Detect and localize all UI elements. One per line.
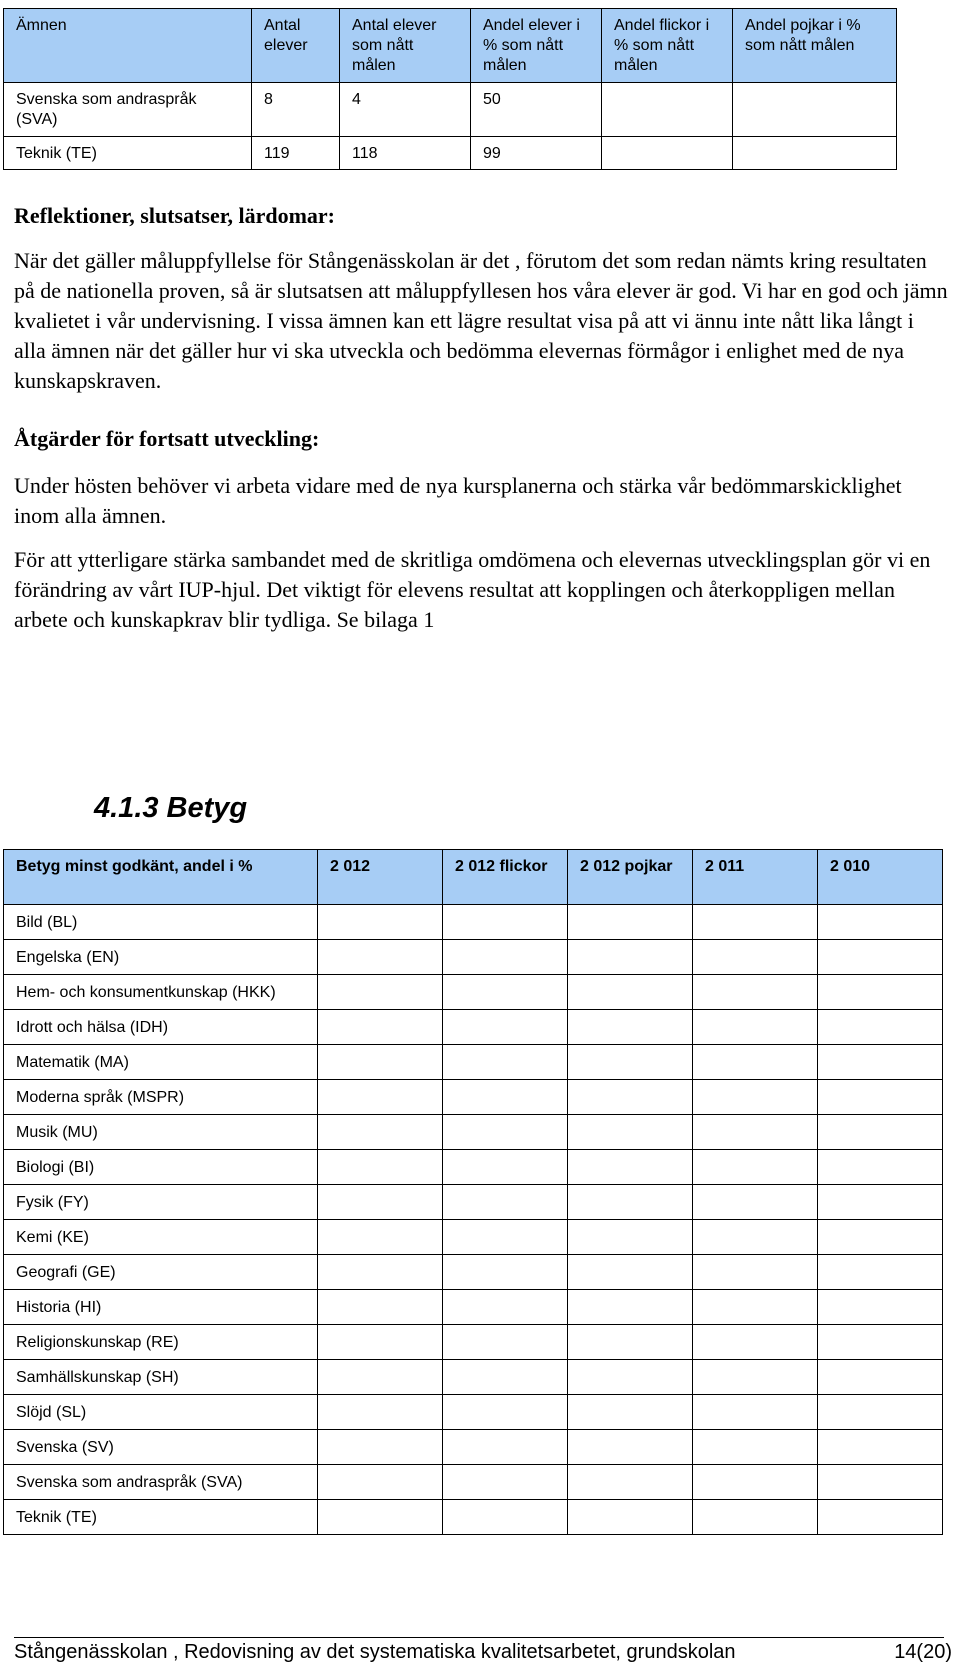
table-row: [4, 1080, 943, 1115]
header-cell: Ämnen: [4, 9, 252, 83]
value-cell: [443, 1045, 568, 1080]
actions-heading: Åtgärder för fortsatt utveckling:: [14, 426, 320, 451]
value-cell: [693, 940, 818, 975]
header-cell: Andel elever i % som nått målen: [471, 9, 602, 83]
table-row: [4, 1290, 943, 1325]
value-cell: [443, 1395, 568, 1430]
value-cell: [693, 1325, 818, 1360]
value-cell: [568, 1465, 693, 1500]
table-row: [4, 940, 943, 975]
value-cell: [443, 1290, 568, 1325]
table-row: [4, 1465, 943, 1500]
subject-cell: Hem- och konsumentkunskap (HKK): [4, 975, 318, 1010]
subject-cell: Biologi (BI): [4, 1150, 318, 1185]
value-cell: [693, 1045, 818, 1080]
value-cell: [568, 1395, 693, 1430]
table-row: [4, 1395, 943, 1430]
value-cell: [443, 905, 568, 940]
header-cell: 2 011: [693, 850, 818, 905]
value-cell: [318, 1115, 443, 1150]
table-row: [4, 1325, 943, 1360]
value-cell: [443, 1465, 568, 1500]
page-number: 14(20): [894, 1641, 952, 1663]
value-cell: [693, 1360, 818, 1395]
table-cell: [733, 83, 897, 137]
subject-cell: Svenska som andraspråk (SVA): [4, 1465, 318, 1500]
section-title: 4.1.3 Betyg: [94, 792, 248, 824]
value-cell: [693, 1220, 818, 1255]
value-cell: [318, 1500, 443, 1535]
subject-cell: Moderna språk (MSPR): [4, 1080, 318, 1115]
value-cell: [568, 1185, 693, 1220]
value-cell: [568, 905, 693, 940]
value-cell: [568, 1255, 693, 1290]
value-cell: [443, 975, 568, 1010]
value-cell: [818, 940, 943, 975]
value-cell: [818, 975, 943, 1010]
value-cell: [568, 1290, 693, 1325]
table-cell: 118: [340, 137, 471, 170]
value-cell: [568, 1500, 693, 1535]
table-row: [4, 137, 897, 170]
value-cell: [818, 1325, 943, 1360]
value-cell: [693, 975, 818, 1010]
value-cell: [818, 1255, 943, 1290]
subject-cell: Fysik (FY): [4, 1185, 318, 1220]
value-cell: [693, 1465, 818, 1500]
value-cell: [693, 1290, 818, 1325]
value-cell: [443, 1325, 568, 1360]
value-cell: [693, 1080, 818, 1115]
value-cell: [443, 1500, 568, 1535]
table-cell: Svenska som andraspråk (SVA): [4, 83, 252, 137]
value-cell: [318, 1325, 443, 1360]
value-cell: [818, 1080, 943, 1115]
goal-achievement-table: [3, 8, 897, 170]
table-cell: 119: [252, 137, 340, 170]
value-cell: [818, 1395, 943, 1430]
value-cell: [818, 1360, 943, 1395]
value-cell: [443, 1010, 568, 1045]
value-cell: [693, 1010, 818, 1045]
subject-cell: Geografi (GE): [4, 1255, 318, 1290]
value-cell: [318, 1220, 443, 1255]
value-cell: [818, 1465, 943, 1500]
value-cell: [318, 1185, 443, 1220]
reflections-heading: Reflektioner, slutsatser, lärdomar:: [14, 203, 335, 228]
table-row: [4, 1500, 943, 1535]
value-cell: [818, 1045, 943, 1080]
subject-cell: Idrott och hälsa (IDH): [4, 1010, 318, 1045]
header-cell: Antal elever som nått målen: [340, 9, 471, 83]
value-cell: [818, 1220, 943, 1255]
value-cell: [568, 1220, 693, 1255]
value-cell: [443, 1430, 568, 1465]
value-cell: [568, 1325, 693, 1360]
subject-cell: Engelska (EN): [4, 940, 318, 975]
subject-cell: Musik (MU): [4, 1115, 318, 1150]
header-cell: 2 012: [318, 850, 443, 905]
value-cell: [693, 1395, 818, 1430]
value-cell: [318, 1360, 443, 1395]
value-cell: [443, 1255, 568, 1290]
value-cell: [568, 1115, 693, 1150]
value-cell: [693, 1430, 818, 1465]
value-cell: [568, 1080, 693, 1115]
table-row: [4, 1045, 943, 1080]
subject-cell: Slöjd (SL): [4, 1395, 318, 1430]
value-cell: [318, 975, 443, 1010]
footer-text: Stångenässkolan , Redovisning av det systematiska kvalitetsarbetet, grundskolan: [14, 1641, 736, 1663]
table-row: [4, 1255, 943, 1290]
value-cell: [443, 1185, 568, 1220]
subject-cell: Teknik (TE): [4, 1500, 318, 1535]
subject-cell: Samhällskunskap (SH): [4, 1360, 318, 1395]
value-cell: [443, 1150, 568, 1185]
table-cell: 99: [471, 137, 602, 170]
value-cell: [318, 905, 443, 940]
value-cell: [568, 1430, 693, 1465]
value-cell: [818, 1150, 943, 1185]
value-cell: [693, 1150, 818, 1185]
value-cell: [818, 1430, 943, 1465]
value-cell: [818, 1185, 943, 1220]
table-row: [4, 975, 943, 1010]
value-cell: [443, 1220, 568, 1255]
table-row: [4, 83, 897, 137]
value-cell: [443, 940, 568, 975]
header-cell: 2 012 pojkar: [568, 850, 693, 905]
value-cell: [568, 1010, 693, 1045]
table-cell: Teknik (TE): [4, 137, 252, 170]
value-cell: [318, 1150, 443, 1185]
table-row: [4, 1360, 943, 1395]
subject-cell: Religionskunskap (RE): [4, 1325, 318, 1360]
value-cell: [818, 1500, 943, 1535]
subject-cell: Historia (HI): [4, 1290, 318, 1325]
value-cell: [568, 1360, 693, 1395]
table-cell: [602, 83, 733, 137]
reflections-text: När det gäller måluppfyllelse för Stångenässkolan är det , förutom det som redan nämts kring resultaten på de nationella proven, så är slutsatsen att måluppfyllesen hos våra elever är god. Vi har en god och jämn kvalietet i vår undervisning. I vissa ämnen kan ett lägre resultat visa på att vi ännu inte nått lika långt i alla ämnen när det gäller hur vi ska utveckla och bedömma elevernas förmågor i enlighet med de nya kunskapskraven.: [14, 248, 948, 393]
actions-paragraph-1: Under hösten behöver vi arbeta vidare med de nya kursplanerna och stärka vår bedömmarskicklighet inom alla ämnen.: [14, 473, 902, 528]
value-cell: [443, 1080, 568, 1115]
table-row: [4, 1115, 943, 1150]
value-cell: [818, 1010, 943, 1045]
value-cell: [443, 1360, 568, 1395]
table-row: [4, 905, 943, 940]
table-row: [4, 1150, 943, 1185]
header-cell: Antal elever: [252, 9, 340, 83]
value-cell: [318, 1465, 443, 1500]
table-cell: 50: [471, 83, 602, 137]
header-cell: 2 012 flickor: [443, 850, 568, 905]
table-row: [4, 1010, 943, 1045]
header-cell: Andel pojkar i % som nått målen: [733, 9, 897, 83]
value-cell: [443, 1115, 568, 1150]
value-cell: [318, 1290, 443, 1325]
table-header-row: [4, 9, 897, 83]
value-cell: [318, 1395, 443, 1430]
value-cell: [818, 1290, 943, 1325]
value-cell: [318, 1010, 443, 1045]
subject-cell: Svenska (SV): [4, 1430, 318, 1465]
value-cell: [318, 940, 443, 975]
actions-paragraph-2: För att ytterligare stärka sambandet med de skritliga omdömena och elevernas utvecklingsplan gör vi en förändring av vårt IUP-hjul. Det viktigt för elevens resultat att kopplingen och återkoppligen mellan arbete och kunskapkrav blir tydliga. Se bilaga 1: [14, 547, 931, 632]
value-cell: [568, 1045, 693, 1080]
table-cell: 8: [252, 83, 340, 137]
header-cell: Betyg minst godkänt, andel i %: [4, 850, 318, 905]
table-row: [4, 1430, 943, 1465]
value-cell: [693, 905, 818, 940]
value-cell: [568, 975, 693, 1010]
value-cell: [318, 1430, 443, 1465]
table-row: [4, 1220, 943, 1255]
table-cell: [733, 137, 897, 170]
header-cell: 2 010: [818, 850, 943, 905]
value-cell: [318, 1045, 443, 1080]
header-cell: Andel flickor i % som nått målen: [602, 9, 733, 83]
value-cell: [818, 905, 943, 940]
value-cell: [693, 1185, 818, 1220]
value-cell: [693, 1500, 818, 1535]
subject-cell: Matematik (MA): [4, 1045, 318, 1080]
value-cell: [318, 1255, 443, 1290]
grades-table: [3, 849, 943, 1535]
value-cell: [693, 1255, 818, 1290]
subject-cell: Bild (BL): [4, 905, 318, 940]
value-cell: [693, 1115, 818, 1150]
subject-cell: Kemi (KE): [4, 1220, 318, 1255]
value-cell: [818, 1115, 943, 1150]
value-cell: [568, 1150, 693, 1185]
table-cell: [602, 137, 733, 170]
table-row: [4, 1185, 943, 1220]
footer-divider: [14, 1637, 944, 1638]
table-cell: 4: [340, 83, 471, 137]
value-cell: [568, 940, 693, 975]
value-cell: [318, 1080, 443, 1115]
table-header-row: [4, 850, 943, 905]
